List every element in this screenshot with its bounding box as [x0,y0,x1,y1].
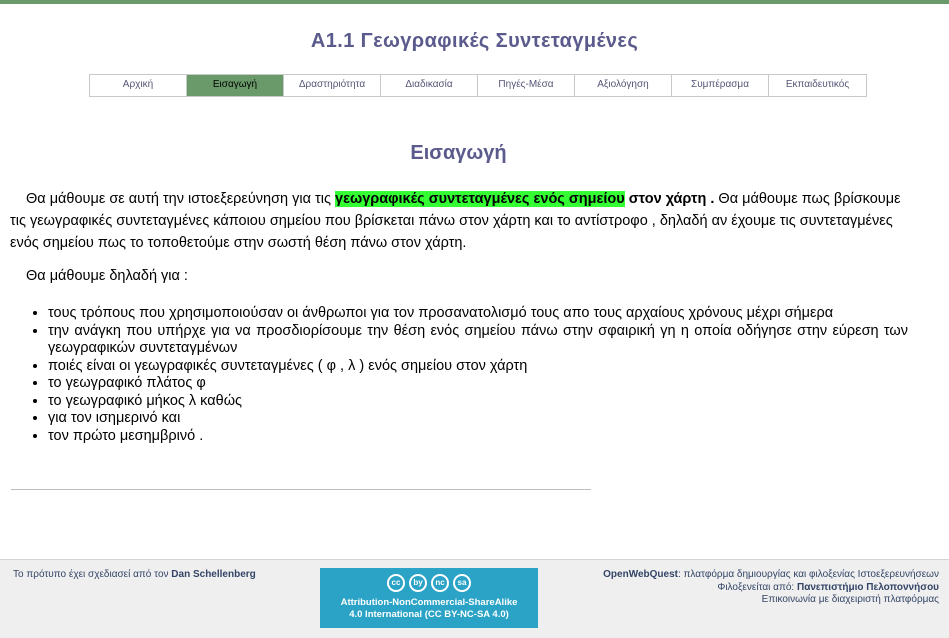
nav-item-teacher[interactable]: Εκπαιδευτικός [769,75,866,96]
cc-icons [320,574,538,592]
list-item: • ποιές είναι οι γεωγραφικές συντεταγμένες ( φ , λ ) ενός σημείου στον χάρτη [48,358,908,376]
sa-icon: sa [453,574,471,592]
site-title: Α1.1 Γεωγραφικές Συντεταγμένες [310,30,639,52]
main-nav [89,74,867,97]
nav-item-home[interactable]: Αρχική [90,75,187,96]
nav-item-activity[interactable]: Δραστηριότητα [284,75,381,96]
intro-paragraph [10,188,908,254]
nav-item-conclusion[interactable]: Συμπέρασμα [672,75,769,96]
contact-line [603,594,939,607]
lead-text: Θα μάθουμε δηλαδή για : [26,268,188,284]
platform-link[interactable]: OpenWebQuest [603,569,678,580]
list-item: • για τον ισημερινό και [48,410,908,428]
nav-item-introduction[interactable]: Εισαγωγή [187,75,284,96]
credit-text: Το πρότυπο έχει σχεδιασεί από τον [13,569,172,580]
list-item: • τον πρώτο μεσημβρινό . [48,428,908,446]
intro-text-start: Θα μάθουμε σε αυτή την ιστοεξερεύνηση για τις [26,191,336,207]
platform-desc: : πλατφόρμα δημιουργίας και φιλοξενίας Ιστοεξερευνήσεων [677,569,939,580]
platform-info [603,569,939,607]
topics-list [10,305,908,445]
contact-admin-link[interactable]: Επικοινωνία με διαχειριστή πλατφόρμας [761,594,939,605]
nav-item-resources[interactable]: Πηγές-Μέσα [478,75,575,96]
hosted-by-link[interactable]: Πανεπιστήμιο Πελοποννήσου [796,581,939,593]
template-credit [13,569,256,580]
license-line-2: 4.0 International (CC BY-NC-SA 4.0) [349,609,509,620]
top-accent-bar [0,0,949,4]
list-item: • την ανάγκη που υπήρχε για να προσδιορίσουμε την θέση ενός σημείου πάνω στην σφαιρική γη η οποία οδήγησε στην εύρεση των γεωγραφικών συντεταγμένων [48,323,908,358]
page-heading: Εισαγωγή [410,142,507,164]
footer [0,559,949,638]
content-divider [11,489,591,490]
intro-text-rest: Θα μάθουμε πως βρίσκουμε τις γεωγραφικές συντεταγμένες κάποιου σημείου που βρίσκεται πάνω στον χάρτη και το αντίστροφο , δηλαδή αν έχουμε τις συντεταγμένες ενός σημείου πως το τοποθετούμε στην σωστή θέση πάνω στον χάρτη. [10,191,901,251]
cc-icon: cc [387,574,405,592]
license-text [320,597,538,621]
list-item: • το γεωγραφικό πλάτος φ [48,375,908,393]
main-content [10,188,908,445]
credit-author-link[interactable]: Dan Schellenberg [171,569,256,580]
list-item: • το γεωγραφικό μήκος λ καθώς [48,393,908,411]
by-icon: by [409,574,427,592]
nc-icon: nc [431,574,449,592]
list-item: • τους τρόπους που χρησιμοποιούσαν οι άνθρωποι για τον προσανατολισμό τους απο τους αρχαίους χρόνους μέχρι σήμερα [48,305,908,323]
intro-highlight: γεωγραφικές συντεταγμένες ενός σημείου [335,191,625,207]
hosted-line [603,582,939,595]
intro-bold: στον χάρτη . [624,191,715,207]
hosted-label: Φιλοξενείται από: [717,581,797,593]
cc-license-badge[interactable] [320,568,538,628]
platform-line [603,569,939,582]
nav-item-evaluation[interactable]: Αξιολόγηση [575,75,672,96]
license-line-1: Attribution-NonCommercial-ShareAlike [340,597,518,608]
nav-item-process[interactable]: Διαδικασία [381,75,478,96]
